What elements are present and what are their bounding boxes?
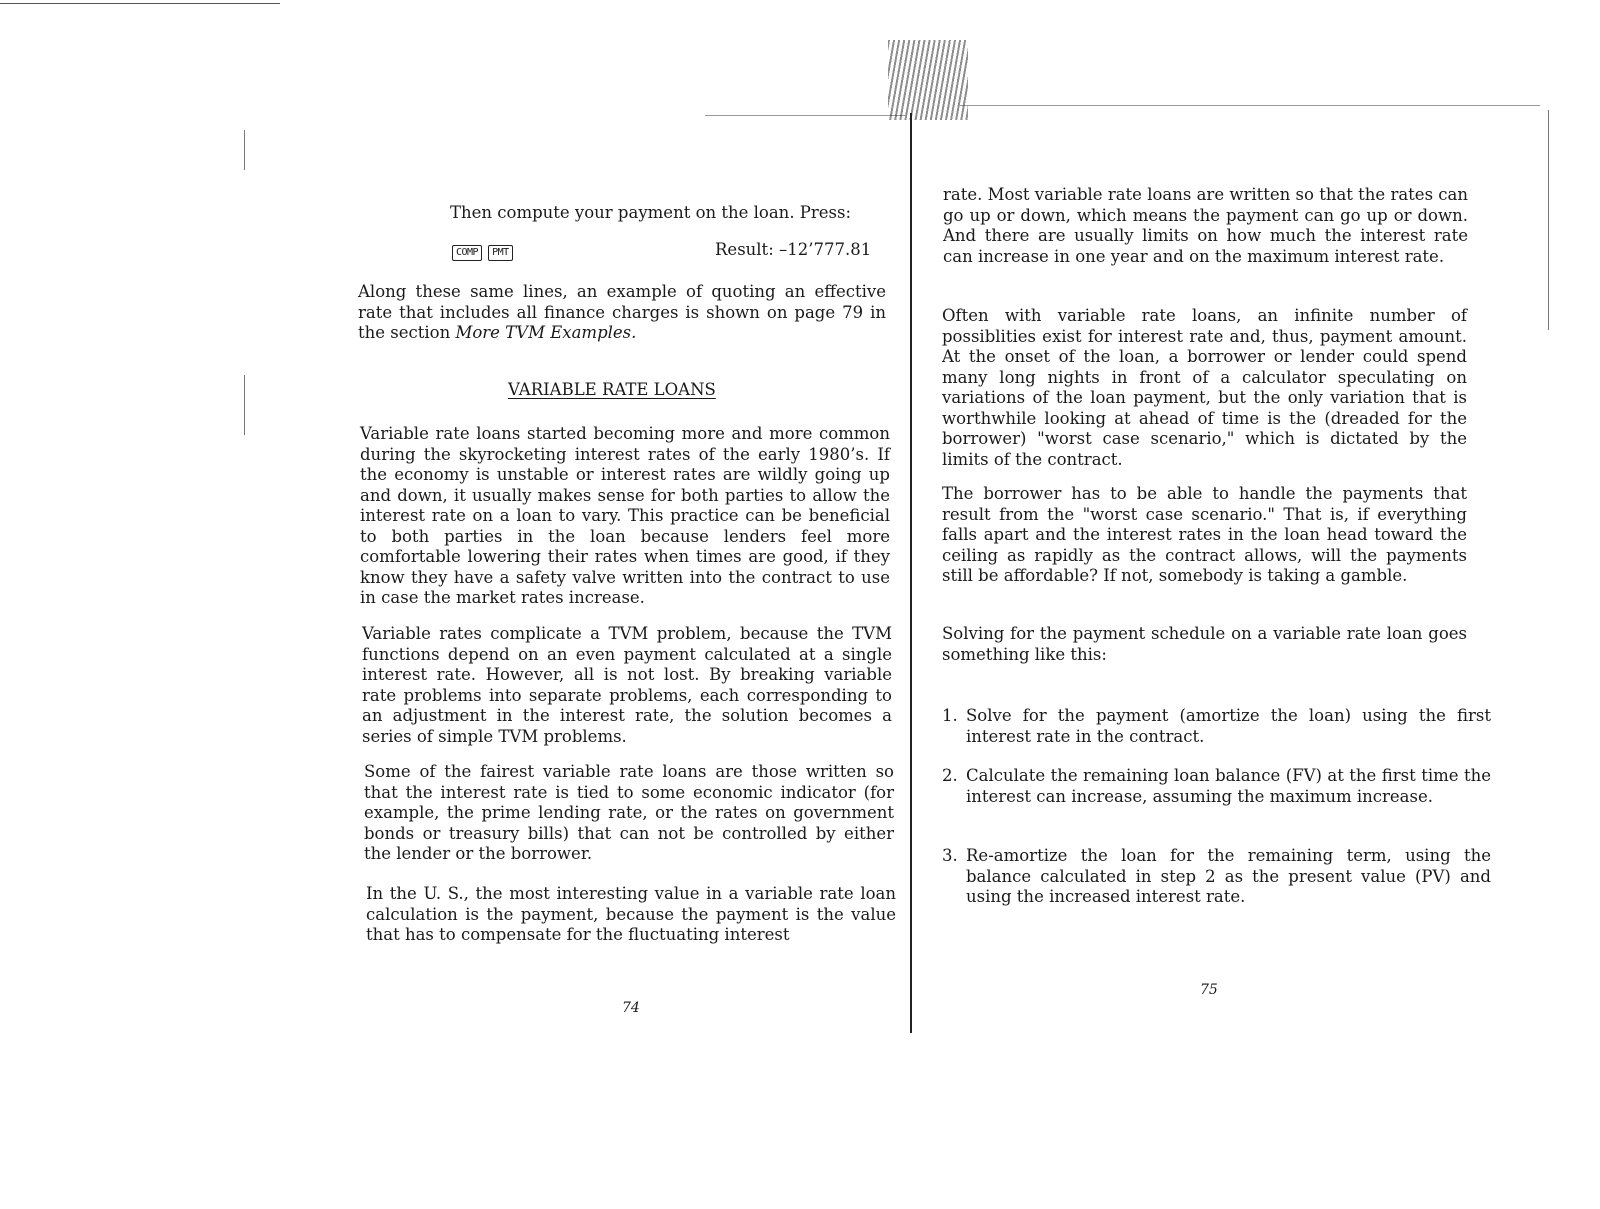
comp-key: COMP bbox=[452, 245, 482, 261]
paragraph-effective-rate-text: Along these same lines, an example of quoting an effective rate that includes all finance charges is shown on page 79 in the section bbox=[358, 282, 886, 342]
page-number-right: 75 bbox=[1200, 982, 1218, 998]
step-number: 1. bbox=[942, 706, 958, 725]
step-number: 2. bbox=[942, 766, 958, 785]
right-page bbox=[915, 0, 1600, 1209]
step-text: Calculate the remaining loan balance (FV) at the first time the interest can increase, assuming the maximum increase. bbox=[966, 766, 1491, 806]
pmt-key: PMT bbox=[488, 245, 513, 261]
step-text: Re-amortize the loan for the remaining term, using the balance calculated in step 2 as the present value (PV) and using the increased interest rate. bbox=[966, 846, 1491, 906]
list-item bbox=[942, 846, 1491, 908]
paragraph-worst-case: Often with variable rate loans, an infinite number of possiblities exist for interest rate and, thus, payment amount. At the onset of the loan, a borrower or lender could spend many long nights in front of a calculator speculating on variations of the loan payment, but the only variation that is worthwhile looking at ahead of time is the (dreaded for the borrower) "worst case scenario," which is dictated by the limits of the contract. bbox=[942, 306, 1467, 469]
paragraph-affordability: The borrower has to be able to handle the payments that result from the "worst case scenario." That is, if everything falls apart and the interest rates in the loan head toward the ceiling as rapidly as the contract allows, will the payments still be affordable? If not, somebody is taking a gamble. bbox=[942, 484, 1467, 585]
paragraph-schedule-intro: Solving for the payment schedule on a variable rate loan goes something like this: bbox=[942, 624, 1467, 664]
paragraph-effective-rate bbox=[358, 282, 886, 344]
result-value: Result: –12’777.81 bbox=[715, 240, 872, 259]
paragraph-us-payment: In the U. S., the most interesting value in a variable rate loan calculation is the payment, because the payment is the value that has to compensate for the fluctuating interest bbox=[366, 884, 896, 944]
book-spine bbox=[910, 113, 912, 1033]
list-item bbox=[942, 706, 1491, 747]
page-number-left: 74 bbox=[622, 1000, 640, 1016]
paragraph-tvm-complication: Variable rates complicate a TVM problem, because the TVM functions depend on an even payment calculated at a single interest rate. However, all is not lost. By breaking variable rate problems into separate problems, each corresponding to an adjustment in the interest rate, the solution becomes a series of simple TVM problems. bbox=[362, 624, 892, 746]
section-heading: VARIABLE RATE LOANS bbox=[508, 380, 716, 399]
paragraph-fairest-loans: Some of the fairest variable rate loans are those written so that the interest rate is tied to some economic indicator (for example, the prime lending rate, or the rates on government bonds or treasury bills) that can not be controlled by either the lender or the borrower. bbox=[364, 762, 894, 863]
step-number: 3. bbox=[942, 846, 958, 865]
paragraph-rate-limits: rate. Most variable rate loans are written so that the rates can go up or down, which means the payment can go up or down. And there are usually limits on how much the interest rate can increase in one year and on the maximum interest rate. bbox=[943, 185, 1468, 266]
intro-line: Then compute your payment on the loan. Press: bbox=[450, 203, 852, 222]
keystroke-sequence bbox=[452, 245, 513, 261]
paragraph-variable-intro: Variable rate loans started becoming more and more common during the skyrocketing interest rates of the early 1980’s. If the economy is unstable or interest rates are wildly going up and down, it usually makes sense for both parties to allow the interest rate on a loan to vary. This practice can be beneficial to both parties in the loan because lenders feel more comfortable lowering their rates when times are good, if they know they have a safety valve written into the contract to use in case the market rates increase. bbox=[360, 424, 890, 607]
step-text: Solve for the payment (amortize the loan) using the first interest rate in the contract. bbox=[966, 706, 1491, 746]
section-reference: More TVM Examples. bbox=[455, 323, 637, 342]
list-item bbox=[942, 766, 1491, 807]
